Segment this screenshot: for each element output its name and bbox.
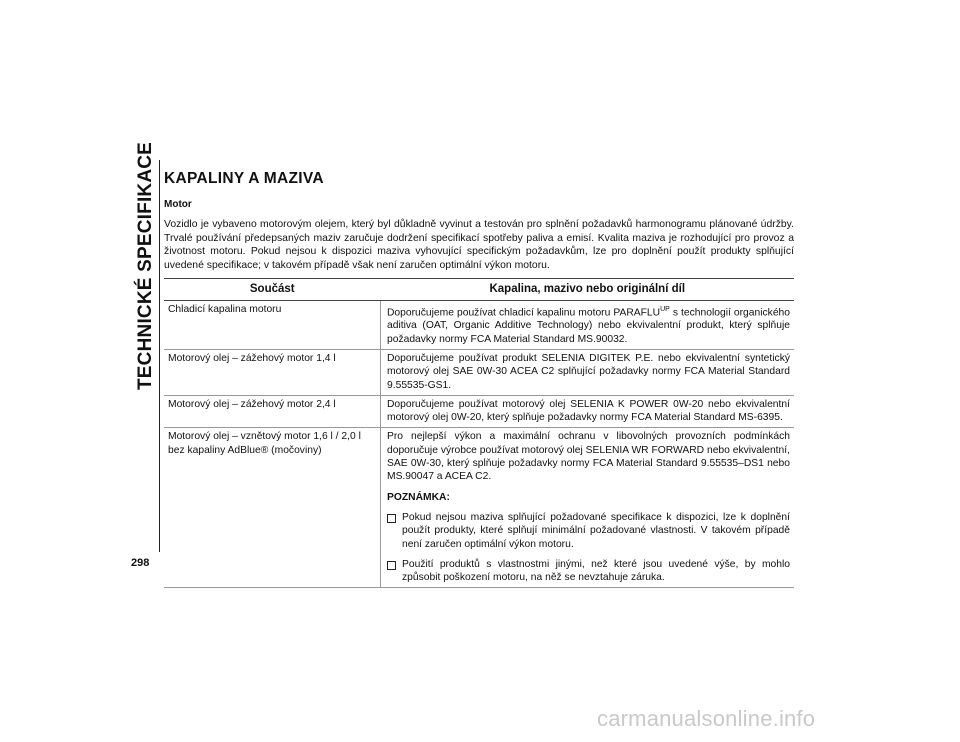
note-text: Použití produktů s vlastnostmi jinými, než které jsou uvedené výše, by mohlo způsobit poškození motoru, na něž se nevztahuje záruka.: [402, 558, 790, 584]
cell-fluid: Doporučujeme používat produkt SELENIA DIGITEK P.E. nebo ekvivalentní syntetický motorový olej SAE 0W-30 ACEA C2 splňující požadavky normy FCA Material Standard 9.55535-GS1.: [381, 349, 795, 395]
page-content: [164, 170, 794, 588]
chapter-title: TECHNICKÉ SPECIFIKACE: [135, 141, 156, 390]
checkbox-bullet-icon: [387, 561, 396, 570]
note-item: [387, 511, 790, 551]
cell-fluid: Doporučujeme používat motorový olej SELENIA K POWER 0W-20 nebo ekvivalentní motorový olej 0W-20, který splňuje požadavky normy FCA Material Standard MS-6395.: [381, 395, 795, 428]
watermark: carmanualsonline.info: [597, 706, 816, 731]
header-fluid: Kapalina, mazivo nebo originální díl: [381, 279, 795, 300]
cell-part: Motorový olej – zážehový motor 2,4 l: [164, 395, 381, 428]
note-item: [387, 558, 790, 585]
checkbox-bullet-icon: [387, 514, 396, 523]
page-number: 298: [131, 557, 150, 569]
fluid-text-cont: s technologií organického aditiva (OAT, Organic Additive Technology) nebo ekvivalentní produkt, který splňuje požadavky normy FCA Material Standard MS.90032.: [387, 307, 790, 345]
cell-part: Motorový olej – vznětový motor 1,6 l / 2,0 l bez kapaliny AdBlue® (močoviny): [164, 428, 381, 588]
table-header-row: [164, 279, 794, 300]
intro-paragraph: Vozidlo je vybaveno motorovým olejem, který byl důkladně vyvinut a testován pro splnění požadavků harmonogramu plánované údržby. Trvalé používání předepsaných maziv zaručuje dodržení specifikací spotřeby paliva a emisí. Kvalita maziva je rozhodující pro provoz a životnost motoru. Pokud nejsou k dispozici maziva vyhovující specifickým požadavkům, lze pro doplnění použít produkty splňující uvedené specifikace; v takovém případě však není zaručen optimální výkon motoru.: [164, 219, 794, 271]
cell-part: Motorový olej – zážehový motor 1,4 l: [164, 349, 381, 395]
note-text: Pokud nejsou maziva splňující požadované specifikace k dispozici, lze k doplnění použít produkty, které splňují minimální požadované vlastnosti. V takovém případě není zaručen optimální výkon motoru.: [402, 511, 790, 550]
subsection-title: Motor: [164, 199, 192, 210]
fluid-text: Doporučujeme používat chladicí kapalinu motoru PARAFLU: [387, 307, 661, 319]
cell-fluid: [381, 428, 795, 588]
table-row: [164, 300, 794, 349]
table-row: [164, 349, 794, 395]
fluids-table: [164, 278, 794, 588]
section-title: KAPALINY A MAZIVA: [164, 170, 324, 187]
header-part: Součást: [164, 279, 381, 300]
cell-fluid: [381, 300, 795, 349]
note-label: POZNÁMKA:: [387, 491, 450, 503]
table-row: [164, 428, 794, 588]
table-row: [164, 395, 794, 428]
fluid-text: Pro nejlepší výkon a maximální ochranu v libovolných provozních podmínkách doporučuje výrobce používat motorový olej SELENIA WR FORWARD nebo ekvivalentní, SAE 0W-30, který splňuje požadavky normy FCA Material Standard 9.55535–DS1 nebo MS.90047 a ACEA C2.: [387, 431, 790, 483]
fluid-superscript: UP: [660, 305, 670, 313]
cell-part: Chladicí kapalina motoru: [164, 300, 381, 349]
